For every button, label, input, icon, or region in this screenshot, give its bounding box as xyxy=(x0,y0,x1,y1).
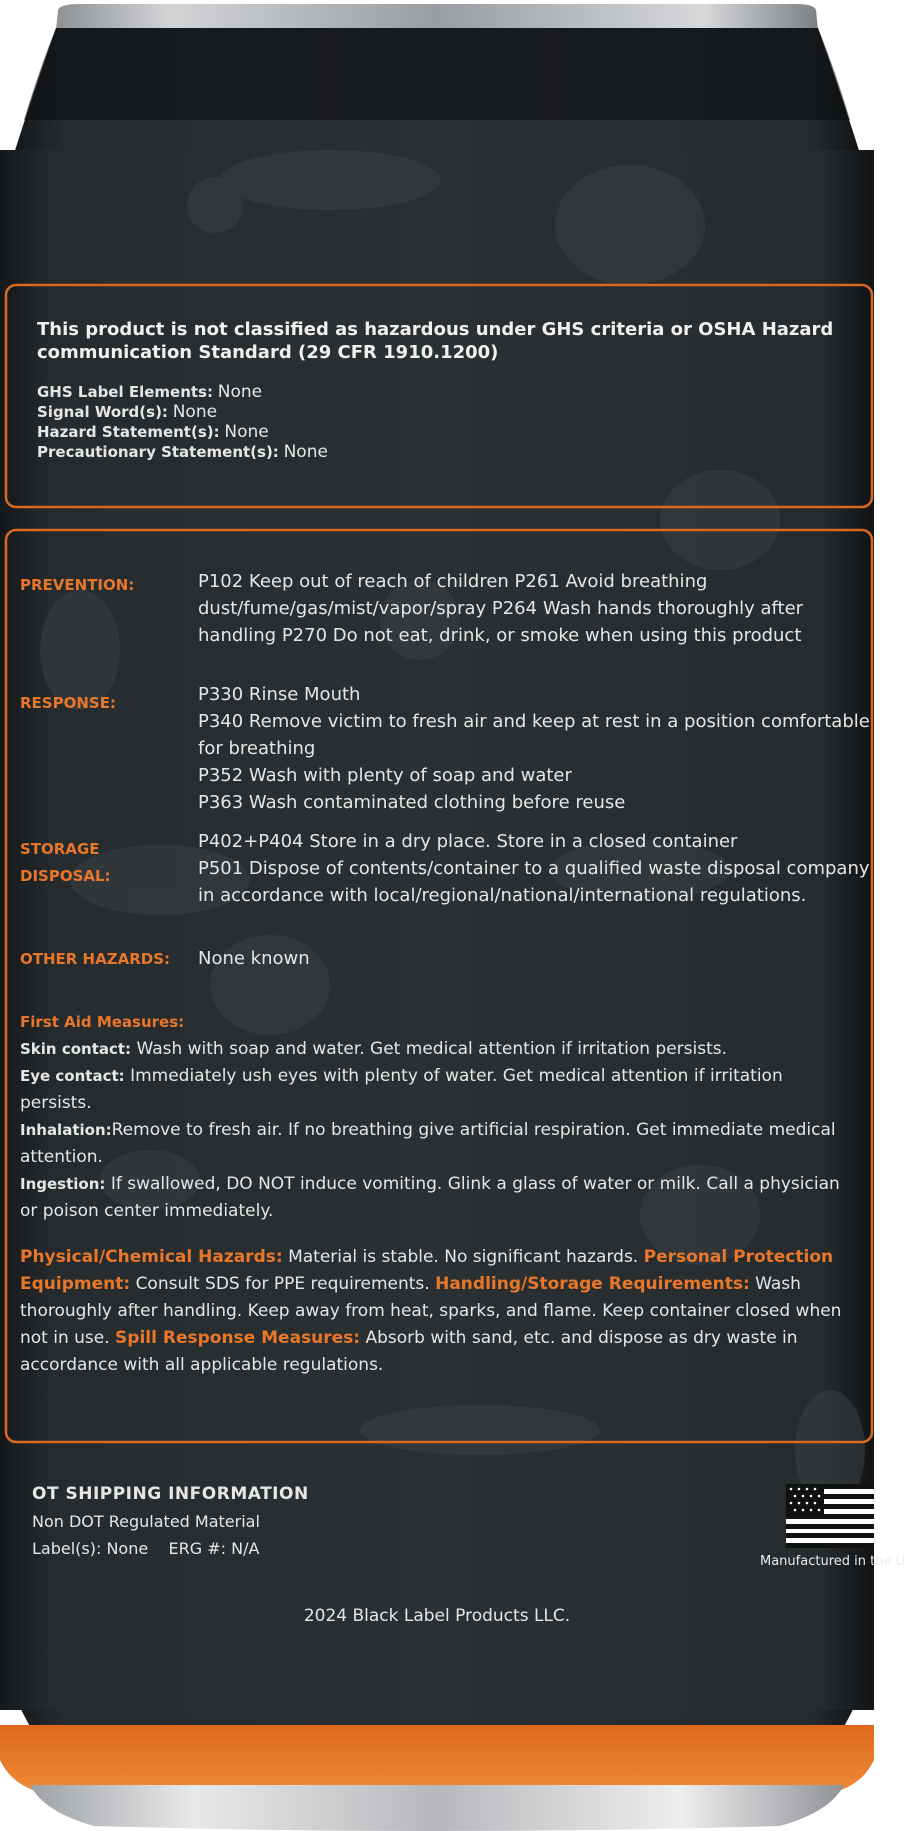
shipping-title: OT SHIPPING INFORMATION xyxy=(32,1484,309,1504)
hazard-statement-row: Hazard Statement(s): None xyxy=(37,422,269,442)
response-line: P340 Remove victim to fresh air and keep at rest in a position comfortable for breathing xyxy=(198,711,870,759)
ghs-row: GHS Label Elements: None xyxy=(37,382,263,402)
copyright: 2024 Black Label Products LLC. xyxy=(303,1606,571,1626)
can-base-metal xyxy=(30,1785,844,1831)
can-lid xyxy=(56,4,818,30)
phys-chem-text: Material is stable. No significant hazards. xyxy=(288,1247,639,1267)
eye-contact: Eye contact: Immediately ush eyes with plenty of water. Get medical attention if irritation persists. xyxy=(20,1066,783,1113)
other-hazards-heading: OTHER HAZARDS: xyxy=(20,950,171,968)
hazards-handling-block xyxy=(20,1244,850,1379)
other-hazards-text: None known xyxy=(198,948,310,969)
shipping-block xyxy=(32,1481,309,1562)
handling-text: Wash thoroughly after handling. Keep away from heat, sparks, and flame. Keep container closed when not in use. xyxy=(20,1274,842,1348)
erg-number: ERG #: N/A xyxy=(168,1539,260,1558)
spill-label: Spill Response Measures: xyxy=(115,1328,361,1348)
response-heading: RESPONSE: xyxy=(20,694,116,712)
prevention-heading: PREVENTION: xyxy=(20,576,135,594)
storage-heading: STORAGE DISPOSAL: xyxy=(20,840,111,885)
storage-line: P402+P404 Store in a dry place. Store in a closed container xyxy=(198,831,738,852)
response-line: P363 Wash contaminated clothing before reuse xyxy=(198,792,626,813)
ingestion: Ingestion: If swallowed, DO NOT induce vomiting. Glink a glass of water or milk. Call a physician or poison center immediately. xyxy=(20,1174,840,1221)
shipping-regulated: Non DOT Regulated Material xyxy=(32,1512,260,1531)
inhalation: Inhalation:Remove to fresh air. If no breathing give artificial respiration. Get immediate medical attention. xyxy=(20,1120,836,1167)
spill-text: Absorb with sand, etc. and dispose as dry waste in accordance with all applicable regulations. xyxy=(20,1328,798,1375)
disposal-line: P501 Dispose of contents/container to a qualified waste disposal company in accordance with local/regional/national/international regulations. xyxy=(198,858,870,906)
hazard-classification-block xyxy=(37,318,837,462)
response-line: P352 Wash with plenty of soap and water xyxy=(198,765,572,786)
phys-chem-label: Physical/Chemical Hazards: xyxy=(20,1247,283,1267)
first-aid-block xyxy=(20,1009,850,1225)
ppe-text: Consult SDS for PPE requirements. xyxy=(135,1274,430,1294)
skin-contact: Skin contact: Wash with soap and water. Get medical attention if irritation persists. xyxy=(20,1039,728,1059)
ppe-label: Personal Protection Equipment: xyxy=(20,1247,834,1294)
classification-statement: This product is not classified as hazardous under GHS criteria or OSHA Hazard communication Standard (29 CFR 1910.1200) xyxy=(37,319,834,363)
storage-text xyxy=(198,828,878,909)
first-aid-title: First Aid Measures: xyxy=(20,1013,185,1031)
signal-word-row: Signal Word(s): None xyxy=(37,402,218,422)
handling-label: Handling/Storage Requirements: xyxy=(435,1274,750,1294)
response-text xyxy=(198,681,878,816)
can-base-band xyxy=(0,1725,874,1795)
prevention-text: P102 Keep out of reach of children P261 Avoid breathing dust/fume/gas/mist/vapor/spray P264 Wash hands thoroughly after handling P270 Do not eat, drink, or smoke when using this product xyxy=(198,571,804,646)
shipping-labels: Label(s): None ERG #: N/A xyxy=(32,1539,260,1558)
us-flag-icon xyxy=(786,1484,874,1548)
precautionary-row: Precautionary Statement(s): None xyxy=(37,442,328,462)
manufactured-in-usa: Manufactured in the U xyxy=(760,1554,905,1569)
response-line: P330 Rinse Mouth xyxy=(198,684,361,705)
